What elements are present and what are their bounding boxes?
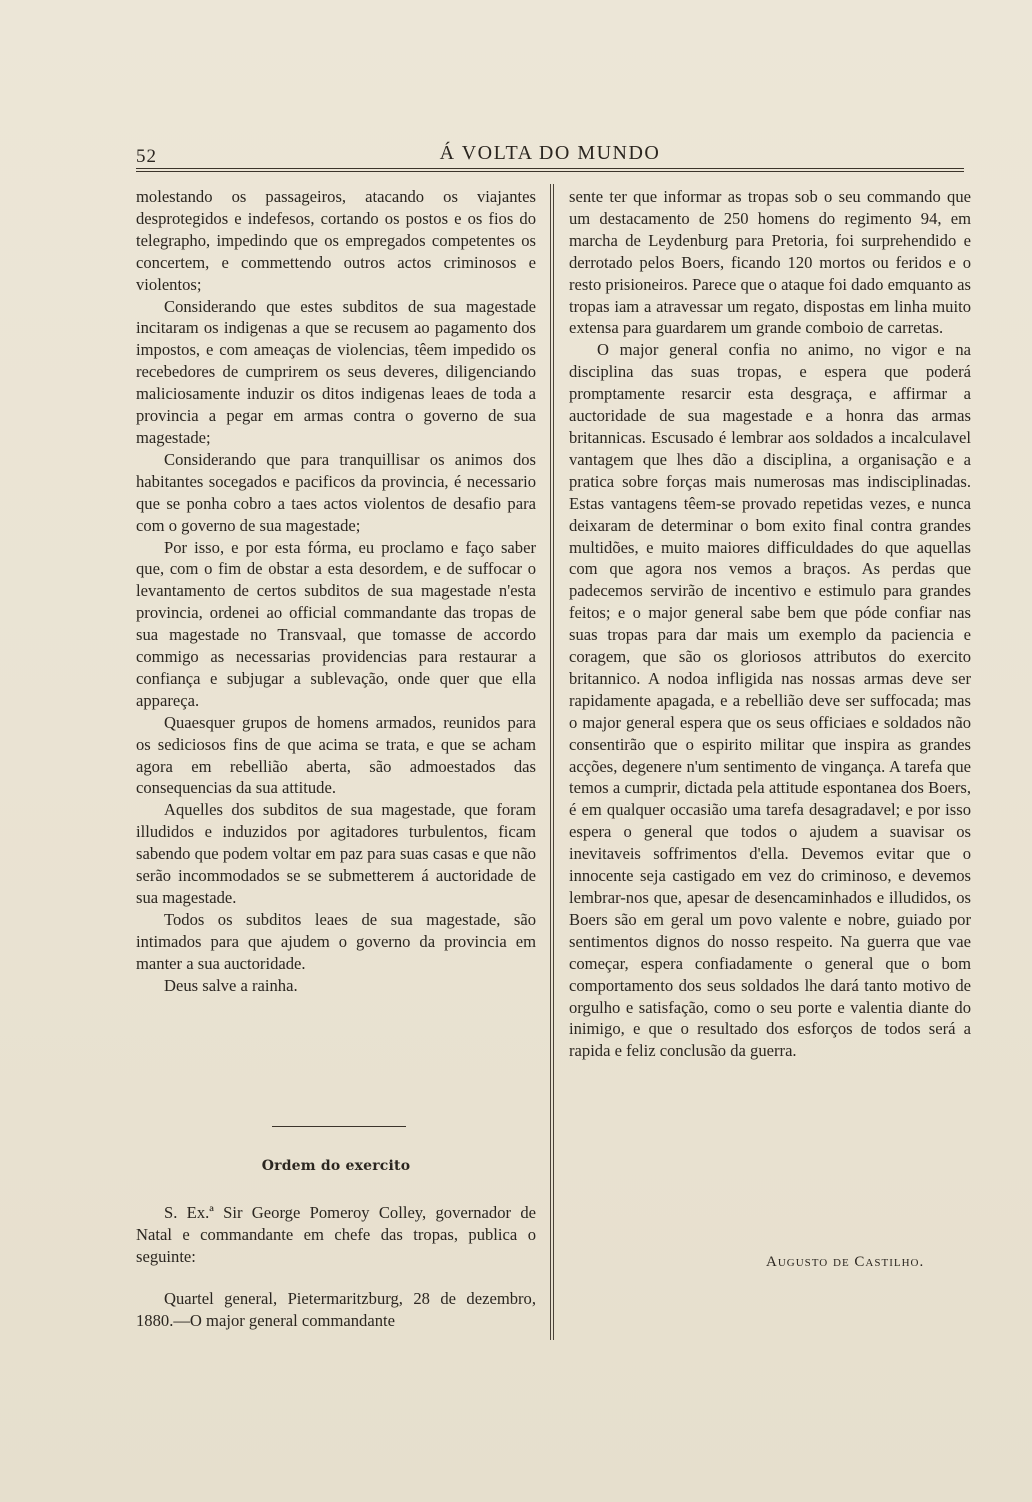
paragraph: Deus salve a rainha. (164, 975, 298, 995)
section-rule (272, 1126, 406, 1127)
paragraph: Quartel general, Pietermaritzburg, 28 de dezembro, 1880.—O major general commandante (136, 1289, 536, 1330)
paragraph: O major general confia no animo, no vigor e na disciplina das suas tropas, e espera que poderá promptamente resarcir esta desgraça, e affirmar a auctoridade de sua magestade e a honra das armas britannicas. Escusado é lembrar aos soldados a incalculavel vantagem que lhes dão a disciplina, a organisação e a pratica sobre forças mais numerosas mas indisciplinadas. Estas vantagens têem-se provado repetidas vezes, e nunca deixaram de determinar o bom exito final contra grandes multidões, e muito maiores difficuldades do que aquellas com que agora nos vemos a braços. As perdas que padecemos servirão de incentivo e estimulo para grandes feitos; e o major general sabe bem que póde confiar nas suas tropas para dar mais um exemplo da paciencia e coragem, que são os gloriosos attributos do exercito britannico. A nodoa infligida nas nossas armas deve ser rapidamente apagada, e a rebellião deve ser suffocada; mas o major general espera que os seus officiaes e soldados não consentirão que o espirito militar que inspira as grandes acções, degenere n'um sentimento de vingança. A tarefa que temos a cumprir, dictada pela attitude espontanea dos Boers, é em qualquer occasião uma tarefa desagradavel; e por isso espera o general que todos o ajudem a suavisar os inevitaveis soffrimentos d'ella. Devemos evitar que o innocente seja castigado em vez do criminoso, e devemos lembrar-nos que, apesar de desencaminhados e illudidos, os Boers são em geral um povo valente e nobre, guiado por sentimentos dignos do nosso respeito. Na guerra que vae começar, espera confiadamente o general que o bom comportamento dos seus soldados lhe dará tanto motivo de orgulho e satisfação, como o seu porte e valentia diante do inimigo, e que o resultado dos esforços de todos será a rapida e feliz conclusão da guerra. (569, 340, 971, 1061)
right-column (569, 186, 971, 1062)
page-number: 52 (136, 146, 157, 167)
paragraph: Considerando que estes subditos de sua magestade incitaram os indigenas a que se recusem ao pagamento dos impostos, e com ameaças de violencias, têem impedido os recebedores de cumprirem os seus deveres, diligenciando maliciosamente induzir os ditos indigenas leaes de toda a provincia a pegar em armas contra o governo de sua magestade; (136, 296, 536, 447)
paragraph: Aquelles dos subditos de sua magestade, que foram illudidos e induzidos por agitadores turbulentos, ficam sabendo que podem voltar em paz para suas casas e que não serão incommodados se se submetterem á auctoridade de sua magestade. (136, 800, 536, 907)
paragraph: S. Ex.ª Sir George Pomeroy Colley, governador de Natal e commandante em chefe das tropas, publica o seguinte: (136, 1203, 536, 1266)
page-header (136, 140, 964, 170)
header-rule-double (136, 171, 964, 172)
section-heading: Ordem do exercito (261, 1158, 411, 1174)
paragraph: sente ter que informar as tropas sob o seu commando que um destacamento de 250 homens do regimento 94, em marcha de Leydenburg para Pretoria, foi surprehendido e derrotado pelos Boers, ficando 120 mortos ou feridos e o resto prisioneiros. Parece que o ataque foi dado emquanto as tropas iam a atravessar um regato, dispostas em linha muito extensa para guardarem um grande comboio de carretas. (569, 187, 971, 338)
paragraph: Por isso, e por esta fórma, eu proclamo e faço saber que, com o fim de obstar a esta desordem, e de suffocar o levantamento de certos subditos de sua magestade n'esta provincia, ordenei ao official commandante das tropas de sua magestade no Transvaal, que tomasse de accordo commigo as necessarias providencias para restaurar a confiança e subjugar a sublevação, onde quer que ella appareça. (136, 537, 536, 710)
column-divider (553, 184, 554, 1340)
order-intro (136, 1202, 536, 1268)
paragraph: molestando os passageiros, atacando os viajantes desprotegidos e indefesos, cortando os postos e os fios do telegrapho, impedindo que os empregados competentes os concertem, e commettendo outros actos criminosos e violentos; (136, 187, 536, 294)
order-start (136, 1288, 536, 1332)
column-divider (550, 184, 551, 1340)
paragraph: Quaesquer grupos de homens armados, reunidos para os sediciosos fins de que acima se trata, e que se acham agora em rebellião aberta, são admoestados das consequencias da sua attitude. (136, 712, 536, 798)
header-rule (136, 168, 964, 169)
paragraph: Todos os subditos leaes de sua magestade, são intimados para que ajudem o governo da provincia em manter a sua auctoridade. (136, 909, 536, 973)
signature: Augusto de Castilho. (766, 1254, 925, 1270)
left-column (136, 186, 536, 997)
paragraph: Considerando que para tranquillisar os animos dos habitantes socegados e pacificos da provincia, é necessario que se ponha cobro a taes actos violentos de desafio para com o governo de sua magestade; (136, 449, 536, 535)
running-title: Á VOLTA DO MUNDO (439, 142, 661, 164)
